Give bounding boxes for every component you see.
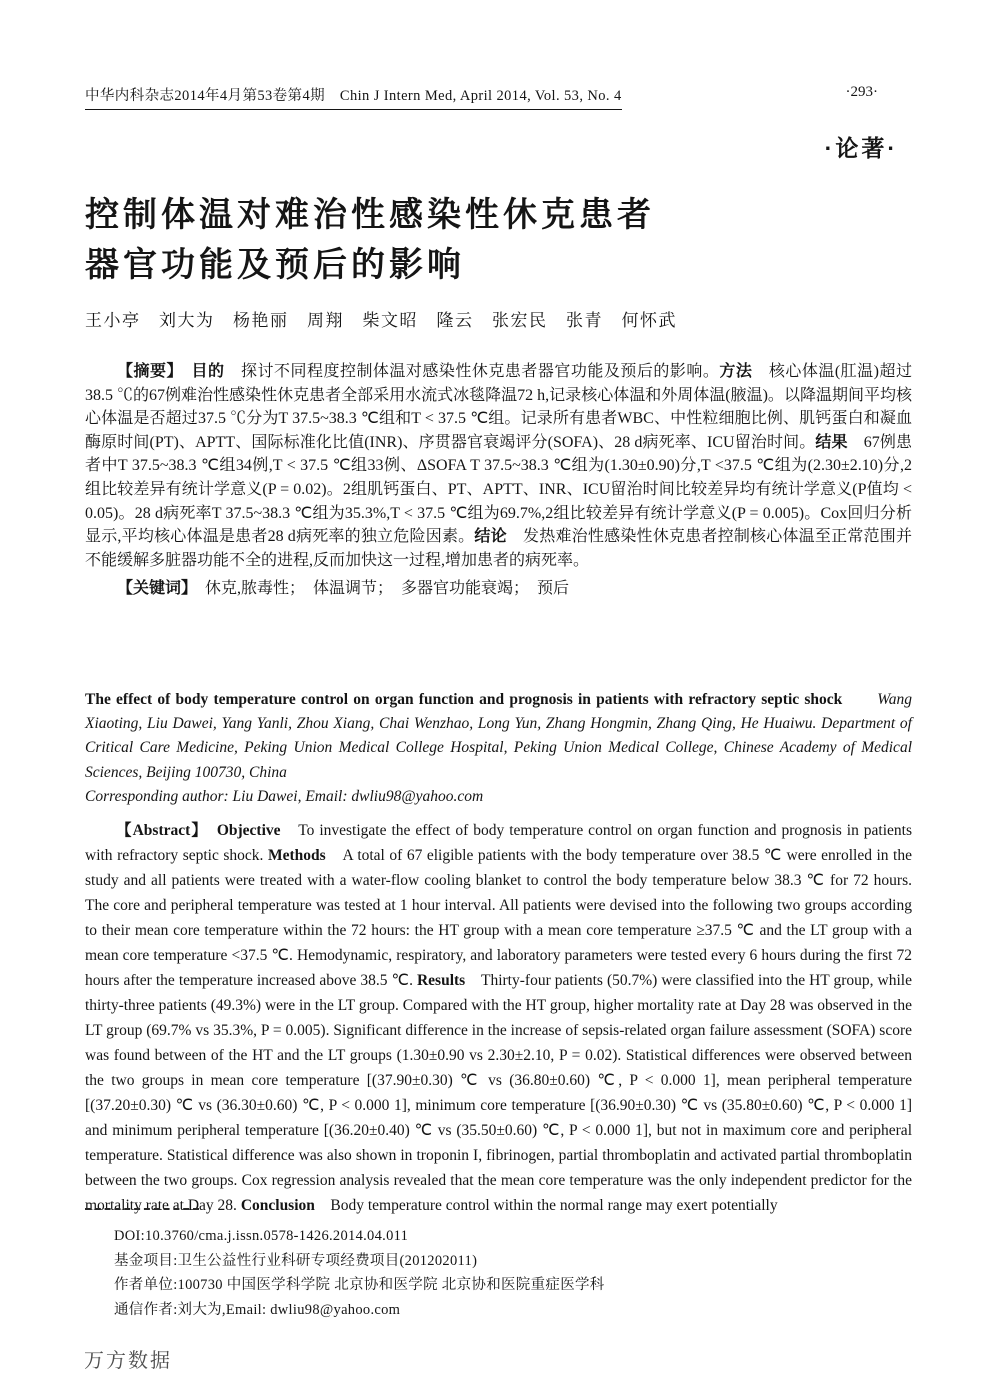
article-title-line-2: 器官功能及预后的影响 bbox=[85, 246, 465, 284]
article-title-line-1: 控制体温对难治性感染性休克患者 bbox=[85, 196, 655, 234]
footnote-doi: DOI:10.3760/cma.j.issn.0578-1426.2014.04.011 bbox=[114, 1228, 409, 1244]
english-title-and-authors: The effect of body temperature control on organ function and prognosis in patients with refractory septic shock Wang Xiaoting, Liu Dawei, Yang Yanli, Zhou Xiang, Chai Wenzhao, Long Yun, Zhang Hongmin, Zhang Qing, He Huaiwu. Department of Critical Care Medicine, Peking Union Medical College Hospital, Peking Union Medical College, Chinese Academy of Medical Sciences, Beijing 100730, China bbox=[85, 691, 912, 781]
article-title bbox=[85, 190, 655, 290]
wanfang-watermark: 万方数据 bbox=[84, 1350, 172, 1372]
footnotes bbox=[114, 1224, 605, 1322]
journal-citation: 中华内科杂志2014年4月第53卷第4期 Chin J Intern Med, April 2014, Vol. 53, No. 4 bbox=[85, 84, 622, 110]
article-type-badge: ·论著· bbox=[824, 135, 898, 161]
footnote-fund: 基金项目:卫生公益性行业科研专项经费项目(201202011) bbox=[114, 1252, 478, 1269]
chinese-abstract-block bbox=[85, 360, 912, 601]
corresponding-author-line: Corresponding author: Liu Dawei, Email: dwliu98@yahoo.com bbox=[85, 787, 484, 805]
chinese-keywords: 【关键词】 休克,脓毒性； 体温调节； 多器官功能衰竭； 预后 bbox=[117, 580, 570, 598]
english-abstract: 【Abstract】 Objective To investigate the effect of body temperature control on organ function and prognosis in patients with refractory septic shock. Methods A total of 67 eligible patients with the body temperature over 38.5 ℃ were enrolled in the study and all patients were treated with a water-flow cooling blanket to control the body temperature below 38.3 ℃ for 72 hours. The core and peripheral temperature was tested at 1 hour interval. All patients were devised into the following two groups according to their mean core temperature within the 72 hours: the HT group with a mean core temperature ≥37.5 ℃ and the LT group with a mean core temperature <37.5 ℃. Hemodynamic, respiratory, and laboratory parameters were tested every 6 hours during the first 72 hours after the temperature increased above 38.5 ℃. Results Thirty-four patients (50.7%) were classified into the HT group, while thirty-three patients (49.3%) were in the LT group. Compared with the HT group, higher mortality rate at Day 28 was observed in the LT group (69.7% vs 35.3%, P = 0.005). Significant difference in the increase of sepsis-related organ failure assessment (SOFA) score was found between of the HT and the LT groups (1.30±0.90 vs 2.30±2.10, P = 0.02). Statistical differences were observed between the two groups in mean core temperature [(37.90±0.30) ℃ vs (36.80±0.60) ℃, P < 0.000 1], mean peripheral temperature [(37.20±0.30) ℃ vs (36.30±0.60) ℃, P < 0.000 1], minimum core temperature [(36.90±0.30) ℃ vs (35.80±0.60) ℃, P < 0.000 1] and minimum peripheral temperature [(36.20±0.40) ℃ vs (35.50±0.60) ℃, P < 0.000 1], but not in maximum core and peripheral temperature. Statistical difference was also shown in troponin I, fibrinogen, partial thromboplatin and activated partial thromboplatin between the two groups. Cox regression analysis revealed that the mean core temperature was the only independent predictor for the mortality rate at Day 28. Conclusion Body temperature control within the normal range may exert potentially bbox=[85, 822, 913, 1215]
footnote-corresponding: 通信作者:刘大为,Email: dwliu98@yahoo.com bbox=[114, 1301, 401, 1318]
english-block bbox=[85, 688, 912, 1218]
page-number: ·293· bbox=[845, 84, 878, 100]
chinese-abstract: 【摘要】 目的 探讨不同程度控制体温对感染性休克患者器官功能及预后的影响。方法 核心体温(肛温)超过38.5 ℃的67例难治性感染性休克患者全部采用水流式冰毯降温72 h,记录核心体温和外周体温(腋温)。以降温期间平均核心体温是否超过37.5 ℃分为T 37.5~38.3 ℃组和T < 37.5 ℃组。记录所有患者WBC、中性粒细胞比例、肌钙蛋白和凝血酶原时间(PT)、APTT、国际标准化比值(INR)、序贯器官衰竭评分(SOFA)、28 d病死率、ICU留治时间。结果 67例患者中T 37.5~38.3 ℃组34例,T < 37.5 ℃组33例、ΔSOFA T 37.5~38.3 ℃组为(1.30±0.90)分,T <37.5 ℃组为(2.30±2.10)分,2组比较差异有统计学意义(P = 0.02)。2组肌钙蛋白、PT、APTT、INR、ICU留治时间比较差异均有统计学意义(P值均 < 0.05)。28 d病死率T 37.5~38.3 ℃组为35.3%,T < 37.5 ℃组为69.7%,2组比较差异有统计学意义(P = 0.005)。Cox回归分析显示,平均核心体温是患者28 d病死率的独立危险因素。结论 发热难治性感染性休克患者控制核心体温至正常范围并不能缓解多脏器功能不全的进程,反而加快这一过程,增加患者的病死率。 bbox=[85, 363, 912, 569]
footnote-affiliation: 作者单位:100730 中国医学科学院 北京协和医学院 北京协和医院重症医学科 bbox=[114, 1277, 605, 1293]
footnote-separator bbox=[85, 1208, 199, 1210]
authors-line: 王小亭 刘大为 杨艳丽 周翔 柴文昭 隆云 张宏民 张青 何怀武 bbox=[85, 311, 677, 330]
page-header bbox=[85, 84, 910, 110]
